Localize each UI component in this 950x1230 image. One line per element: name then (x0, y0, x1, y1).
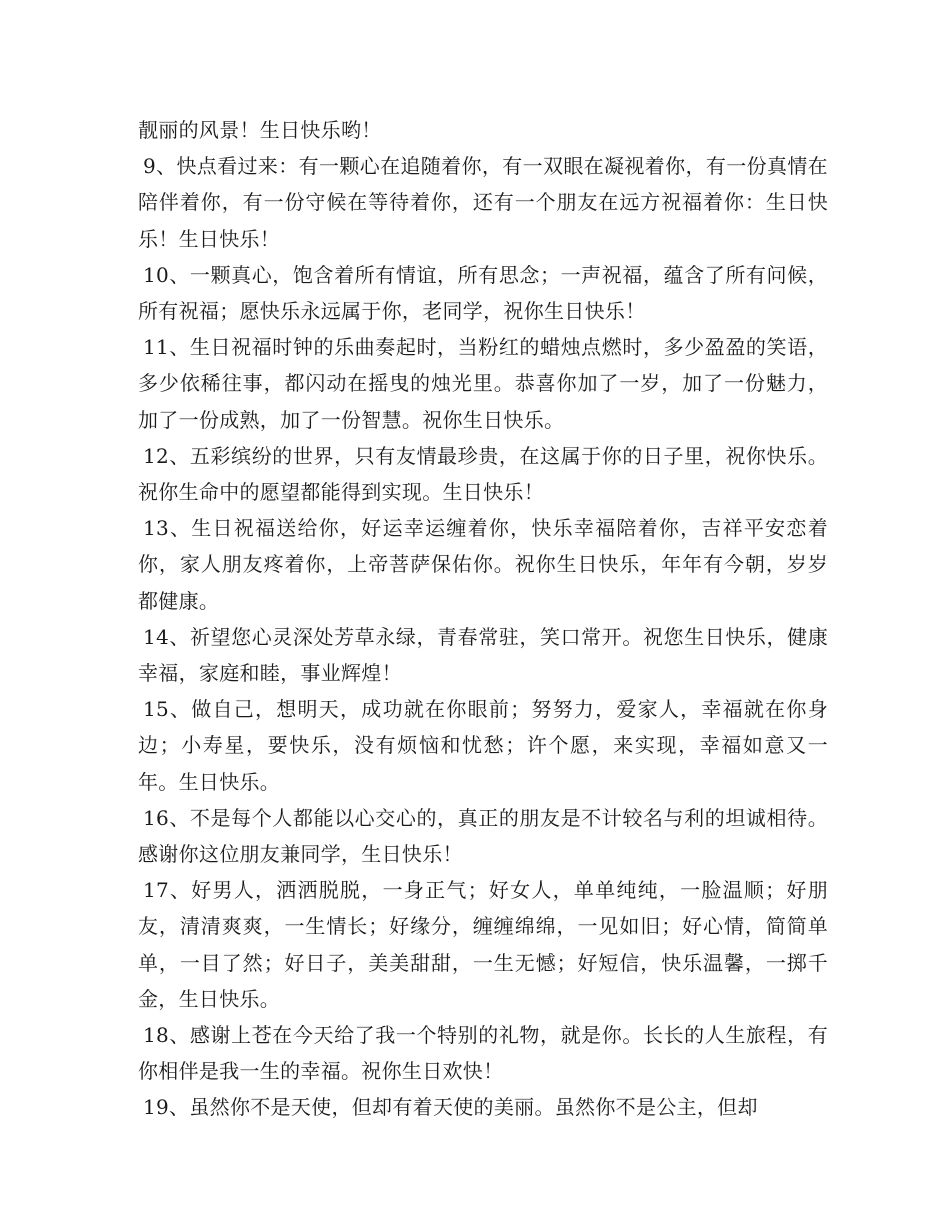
list-item-19: 19、虽然你不是天使，但却有着天使的美丽。虽然你不是公主，但却 (143, 1095, 758, 1120)
list-item-11: 11、生日祝福时钟的乐曲奏起时，当粉红的蜡烛点燃时，多少盈盈的笑语，多少依稀往事，都闪动在摇曳的烛光里。恭喜你加了一岁，加了一份魅力，加了一份成熟，加了一份智慧。祝你生日快乐。 (138, 335, 828, 432)
list-item-18: 18、感谢上苍在今天给了我一个特别的礼物，就是你。长长的人生旅程，有你相伴是我一生的幸福。祝你生日欢快！ (138, 1023, 828, 1084)
list-item-16: 16、不是每个人都能以心交心的，真正的朋友是不计较名与利的坦诚相待。感谢你这位朋友兼同学，生日快乐！ (138, 805, 828, 867)
list-item-13: 13、生日祝福送给你，好运幸运缠着你，快乐幸福陪着你，吉祥平安恋着你，家人朋友疼着你，上帝菩萨保佑你。祝你生日快乐，年年有今朝，岁岁都健康。 (138, 516, 828, 613)
list-item-10: 10、一颗真心，饱含着所有情谊，所有思念；一声祝福，蕴含了所有问候，所有祝福；愿快乐永远属于你，老同学，祝你生日快乐！ (138, 262, 828, 324)
document-body (138, 112, 828, 1126)
list-item-17: 17、好男人，洒洒脱脱，一身正气；好女人，单单纯纯，一脸温顺；好朋友，清清爽爽，一生情长；好缘分，缠缠绵绵，一见如旧；好心情，简简单单，一目了然；好日子，美美甜甜，一生无憾；好短信，快乐温馨，一掷千金，生日快乐。 (138, 878, 828, 1011)
list-item-12: 12、五彩缤纷的世界，只有友情最珍贵，在这属于你的日子里，祝你快乐。祝你生命中的愿望都能得到实现。生日快乐！ (138, 443, 828, 505)
paragraph-continuation: 靓丽的风景！生日快乐哟！ (138, 118, 382, 142)
list-item-9: 9、快点看过来：有一颗心在追随着你，有一双眼在凝视着你，有一份真情在陪伴着你，有一份守候在等待着你，还有一个朋友在远方祝福着你：生日快乐！生日快乐！ (138, 154, 828, 251)
list-item-15: 15、做自己，想明天，成功就在你眼前；努努力，爱家人，幸福就在你身边；小寿星，要快乐，没有烦恼和忧愁；许个愿，来实现，幸福如意又一年。生日快乐。 (138, 697, 828, 794)
list-item-14: 14、祈望您心灵深处芳草永绿，青春常驻，笑口常开。祝您生日快乐，健康幸福，家庭和睦，事业辉煌！ (138, 624, 828, 686)
